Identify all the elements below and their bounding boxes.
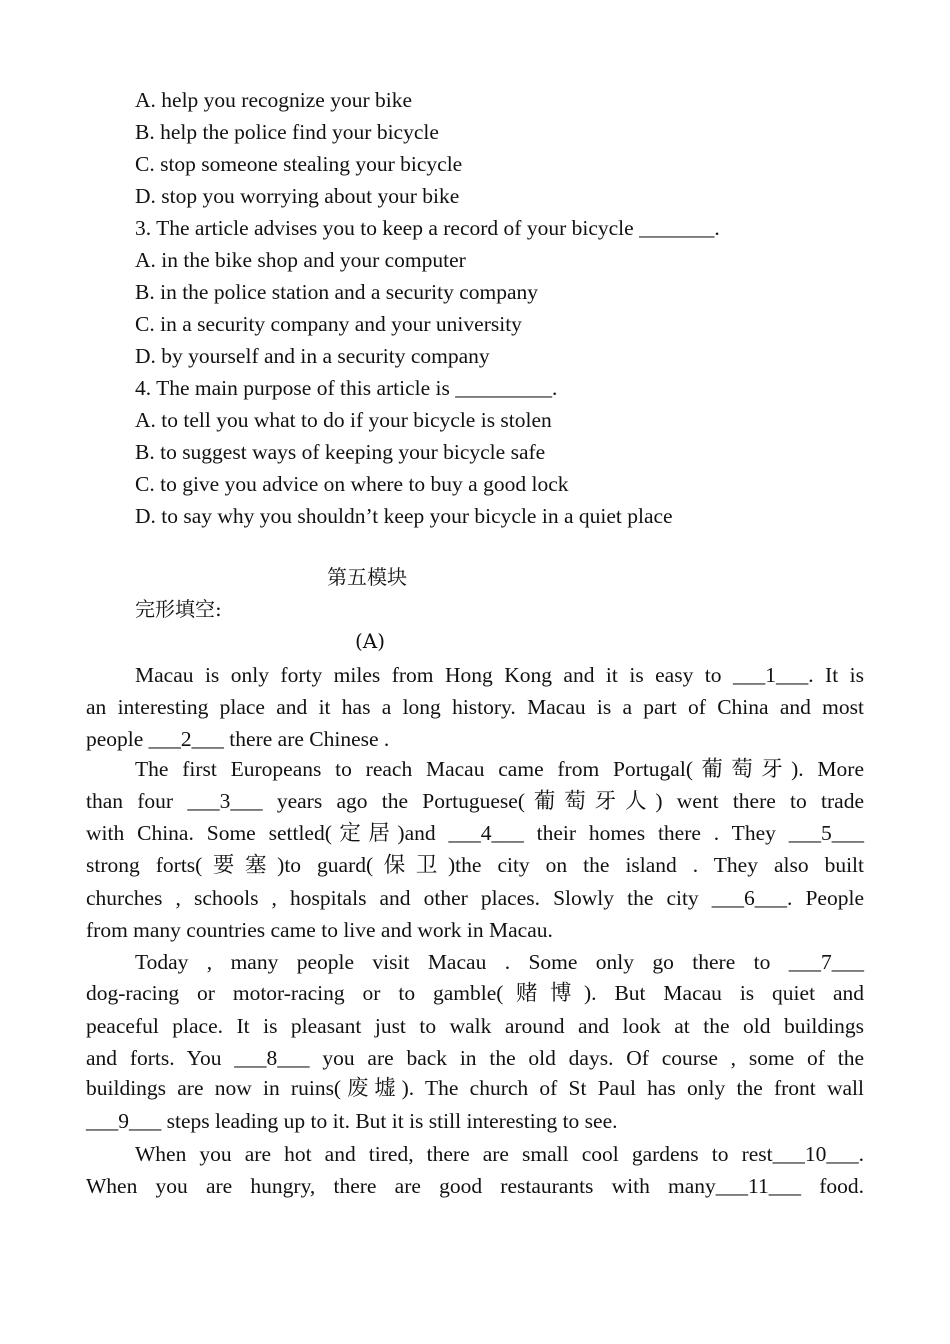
q4-option-d: D. to say why you shouldn’t keep your bicycle in a quiet place — [135, 504, 673, 528]
passage-line: Macau is only forty miles from Hong Kong and it is easy to ___1___. It is — [135, 663, 864, 687]
q2-option-d: D. stop you worrying about your bike — [135, 184, 460, 208]
q4-stem: 4. The main purpose of this article is _________. — [135, 376, 558, 400]
passage-line: than four ___3___ years ago the Portuguese(葡萄牙人) went there to trade — [86, 789, 864, 813]
passage-line: an interesting place and it has a long history. Macau is a part of China and most — [86, 695, 864, 719]
passage-label: (A) — [355, 629, 386, 653]
section-title: 完形填空: — [135, 597, 222, 621]
passage-line: The first Europeans to reach Macau came from Portugal(葡萄牙). More — [135, 757, 864, 781]
passage-line: When you are hot and tired, there are small cool gardens to rest___10___. — [135, 1142, 864, 1166]
passage-line: dog-racing or motor-racing or to gamble(赌博). But Macau is quiet and — [86, 981, 864, 1005]
q2-option-b: B. help the police find your bicycle — [135, 120, 439, 144]
q4-option-b: B. to suggest ways of keeping your bicycle safe — [135, 440, 546, 464]
q3-option-b: B. in the police station and a security company — [135, 280, 539, 304]
passage-line: people ___2___ there are Chinese . — [86, 727, 390, 751]
passage-line: from many countries came to live and work in Macau. — [86, 918, 553, 942]
passage-line: and forts. You ___8___ you are back in the old days. Of course , some of the — [86, 1046, 864, 1070]
q3-option-d: D. by yourself and in a security company — [135, 344, 490, 368]
passage-line: Today , many people visit Macau . Some only go there to ___7___ — [135, 950, 864, 974]
q3-option-c: C. in a security company and your university — [135, 312, 522, 336]
passage-line: peaceful place. It is pleasant just to walk around and look at the old buildings — [86, 1014, 864, 1038]
q2-option-a: A. help you recognize your bike — [135, 88, 413, 112]
q4-option-c: C. to give you advice on where to buy a good lock — [135, 472, 569, 496]
passage-line: strong forts(要塞)to guard(保卫)the city on the island . They also built — [86, 853, 864, 877]
passage-line: ___9___ steps leading up to it. But it is still interesting to see. — [86, 1109, 618, 1133]
passage-line: with China. Some settled(定居)and ___4___ their homes there . They ___5___ — [86, 821, 864, 845]
passage-line: buildings are now in ruins(废墟). The church of St Paul has only the front wall — [86, 1076, 864, 1100]
module-title: 第五模块 — [327, 565, 407, 589]
q3-option-a: A. in the bike shop and your computer — [135, 248, 466, 272]
q2-option-c: C. stop someone stealing your bicycle — [135, 152, 463, 176]
q3-stem: 3. The article advises you to keep a record of your bicycle _______. — [135, 216, 720, 240]
passage-line: churches , schools , hospitals and other places. Slowly the city ___6___. People — [86, 886, 864, 910]
passage-line: When you are hungry, there are good restaurants with many___11___ food. — [86, 1174, 864, 1198]
q4-option-a: A. to tell you what to do if your bicycle is stolen — [135, 408, 552, 432]
